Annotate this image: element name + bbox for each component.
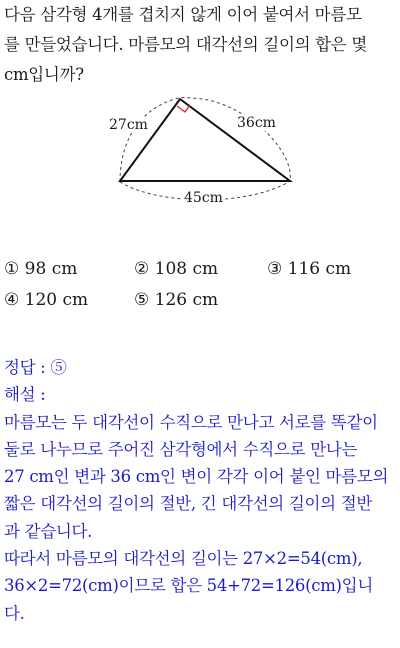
choice-5[interactable] xyxy=(134,290,218,310)
question-line-2: 를 만들었습니다. 마름모의 대각선의 길이의 합은 몇 xyxy=(4,35,368,54)
choice-2-text: 108 cm xyxy=(154,259,219,279)
choice-4[interactable] xyxy=(4,290,88,310)
triangle xyxy=(120,99,290,181)
explanation-line-6: 따라서 마름모의 대각선의 길이는 27×2=54(cm), xyxy=(4,549,363,569)
triangle-figure xyxy=(100,88,320,213)
choice-3-number: ③ xyxy=(267,259,283,279)
left-side-label: 27cm xyxy=(109,117,148,133)
choice-1-text: 98 cm xyxy=(24,259,78,279)
explanation-line-1: 마름모는 두 대각선이 수직으로 만나고 서로를 똑같이 xyxy=(4,412,378,432)
question-text xyxy=(4,0,398,90)
explanation-line-5: 과 같습니다. xyxy=(4,521,93,541)
solution-block xyxy=(4,354,398,627)
question-line-1: 다음 삼각형 4개를 겹치지 않게 이어 붙여서 마름모 xyxy=(4,5,362,24)
explanation-line-4: 짧은 대각선의 길이의 절반, 긴 대각선의 길이의 절반 xyxy=(4,494,372,514)
choice-1-number: ① xyxy=(4,259,20,279)
choice-5-number: ⑤ xyxy=(134,290,150,310)
question-line-3: cm입니까? xyxy=(4,65,84,84)
explanation-line-7: 36×2=72(cm)이므로 합은 54+72=126(cm)입니 xyxy=(4,576,373,596)
circumcircle-arc xyxy=(120,97,290,182)
choice-1[interactable] xyxy=(4,259,77,279)
choice-4-number: ④ xyxy=(4,290,20,310)
choice-3[interactable] xyxy=(267,259,351,279)
explanation-line-8: 다. xyxy=(4,603,25,623)
explanation-line-2: 둘로 나누므로 주어진 삼각형에서 수직으로 만나는 xyxy=(4,439,358,459)
choice-2-number: ② xyxy=(134,259,150,279)
choice-4-text: 120 cm xyxy=(24,290,89,310)
choice-3-text: 116 cm xyxy=(287,259,352,279)
right-side-label: 36cm xyxy=(237,115,276,131)
base-label: 45cm xyxy=(184,190,223,206)
choice-2[interactable] xyxy=(134,259,218,279)
answer-line: 정답 : ⑤ xyxy=(4,358,67,377)
choice-5-text: 126 cm xyxy=(154,290,219,310)
explanation-heading: 해설 : xyxy=(4,385,46,405)
explanation-line-3: 27 cm인 변과 36 cm인 변이 각각 이어 붙인 마름모의 xyxy=(4,467,389,487)
